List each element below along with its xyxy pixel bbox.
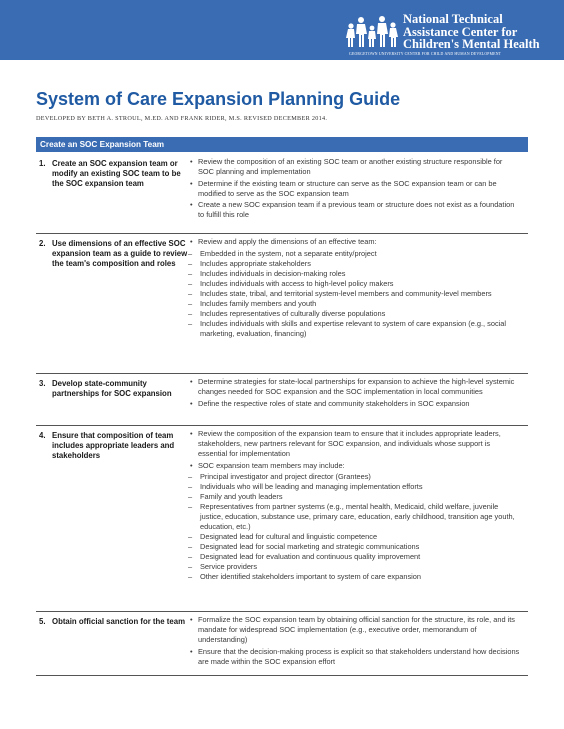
bullet-item	[188, 461, 520, 471]
dash-item	[188, 572, 520, 582]
item-text: Determine if the existing team or structure can serve as the SOC expansion team or can be modified to serve as the SOC expansion team	[198, 178, 497, 198]
dash-item	[188, 552, 520, 562]
dash-icon: –	[188, 572, 193, 581]
item-text: Designated lead for cultural and linguistic competence	[200, 532, 378, 541]
item-text: Family and youth leaders	[200, 492, 283, 501]
dash-icon: –	[188, 502, 193, 511]
item-text: Principal investigator and project director (Grantees)	[200, 472, 371, 481]
item-text: Includes individuals with skills and expertise relevant to system of care expansion (e.g., social marketing, evaluation, financing)	[200, 318, 507, 338]
dash-item	[188, 492, 520, 502]
item-text: Designated lead for evaluation and continuous quality improvement	[200, 552, 421, 561]
dash-icon: –	[188, 248, 193, 258]
table-row	[36, 153, 528, 234]
bullet-item	[188, 399, 520, 409]
step-number: 4.	[39, 431, 46, 440]
bullet-item	[188, 615, 520, 645]
dash-icon: –	[188, 532, 193, 541]
dash-item	[188, 309, 520, 319]
planning-table	[36, 137, 528, 666]
dash-item	[188, 269, 520, 279]
dash-icon: –	[188, 298, 193, 308]
org-subline: GEORGETOWN UNIVERSITY CENTER FOR CHILD AND HUMAN DEVELOPMENT	[349, 52, 502, 56]
table-heading: Create an SOC Expansion Team	[36, 137, 528, 152]
step-number: 3.	[39, 379, 46, 388]
step-text: Create an SOC expansion team or modify an existing SOC team to be the SOC expansion team	[52, 159, 181, 188]
byline: DEVELOPED BY BETH A. STROUL, M.ED. AND FRANK RIDER, M.S. REVISED DECEMBER 2014.	[36, 115, 328, 122]
dash-item	[188, 472, 520, 482]
step-details	[188, 157, 520, 222]
item-text: Create a new SOC expansion team if a previous team or structure does not exist as a foundation to fulfill this role	[198, 200, 515, 219]
dash-icon: –	[188, 288, 193, 298]
item-text: Representatives from partner systems (e.g., mental health, Medicaid, child welfare, juvenile justice, education, substance use, primary care, education, early childhood, transition age youth, education, etc.)	[200, 502, 515, 531]
item-text: Includes individuals in decision-making roles	[200, 268, 346, 278]
dash-icon: –	[188, 552, 193, 561]
item-text: Includes representatives of culturally diverse populations	[200, 308, 386, 318]
item-text: Define the respective roles of state and community stakeholders in SOC expansion	[198, 398, 470, 408]
bullet-icon: •	[190, 615, 193, 624]
step-number: 5.	[39, 617, 46, 626]
dash-icon: –	[188, 278, 193, 288]
bullet-icon: •	[190, 646, 193, 656]
dash-item	[188, 249, 520, 259]
dash-item	[188, 532, 520, 542]
bullet-item	[188, 237, 520, 247]
bullet-item	[188, 647, 520, 667]
dash-icon: –	[188, 472, 193, 481]
item-text: Includes family members and youth	[200, 298, 317, 308]
bullet-item	[188, 157, 520, 177]
dash-item	[188, 482, 520, 492]
dash-icon: –	[188, 268, 193, 278]
bullet-icon: •	[190, 178, 193, 188]
dash-item	[188, 562, 520, 572]
bullet-icon: •	[190, 460, 193, 470]
step-number: 2.	[39, 239, 46, 248]
dash-icon: –	[188, 318, 193, 328]
org-name	[403, 13, 540, 51]
step-number: 1.	[39, 159, 46, 168]
item-text: Includes state, tribal, and territorial system-level members and community-level members	[200, 288, 492, 298]
bullet-item	[188, 429, 520, 459]
item-text: Review and apply the dimensions of an effective team:	[198, 237, 377, 246]
org-name-line: Children's Mental Health	[403, 37, 540, 51]
dash-item	[188, 259, 520, 269]
item-text: SOC expansion team members may include:	[198, 460, 345, 470]
item-text: Review the composition of the expansion team to ensure that it includes appropriate leaders, stakeholders, new partners relevant for SOC expansion, and individuals whose support is essential for implementation	[198, 429, 501, 458]
item-text: Determine strategies for state-local partnerships for expansion to achieve the high-level systemic changes needed for SOC expansion and the SOC implementation in local communities	[198, 377, 515, 396]
table-row	[36, 425, 528, 612]
bullet-item	[188, 377, 520, 397]
bullet-icon: •	[190, 157, 193, 166]
step-details	[188, 377, 520, 410]
dash-icon: –	[188, 308, 193, 318]
item-text: Designated lead for social marketing and strategic communications	[200, 542, 420, 551]
bullet-icon: •	[190, 429, 193, 438]
dash-item	[188, 542, 520, 552]
table-row	[36, 373, 528, 426]
page-title: System of Care Expansion Planning Guide	[36, 89, 401, 109]
bullet-icon: •	[190, 237, 193, 246]
dash-item	[188, 289, 520, 299]
bullet-icon: •	[190, 398, 193, 408]
bullet-item	[188, 179, 520, 199]
table-row	[36, 611, 528, 676]
dash-item	[188, 299, 520, 309]
org-name-line: Assistance Center for	[403, 24, 518, 39]
dash-icon: –	[188, 492, 193, 501]
step-text: Develop state-community partnerships for SOC expansion	[52, 379, 172, 398]
step-text: Ensure that composition of team includes appropriate leaders and stakeholders	[52, 431, 175, 460]
item-text: Ensure that the decision-making process is explicit so that stakeholders understand how decisions are made within the SOC expansion effort	[198, 646, 520, 666]
dash-icon: –	[188, 562, 193, 571]
dash-icon: –	[188, 258, 193, 268]
bullet-item	[188, 200, 520, 220]
item-text: Includes appropriate stakeholders	[200, 258, 311, 268]
org-name-line: National Technical	[403, 12, 503, 26]
item-text: Includes individuals with access to high-level policy makers	[200, 278, 394, 288]
header-banner	[0, 0, 564, 60]
step-text: Obtain official sanction for the team	[52, 617, 185, 626]
table-row	[36, 233, 528, 374]
item-text: Embedded in the system, not a separate entity/project	[200, 248, 377, 258]
step-text: Use dimensions of an effective SOC expansion team as a guide to review the team's composition and roles	[52, 239, 188, 268]
step-details	[188, 429, 520, 582]
bullet-icon: •	[190, 200, 193, 209]
dash-item	[188, 319, 520, 339]
dash-icon: –	[188, 482, 193, 491]
item-text: Service providers	[200, 562, 258, 571]
bullet-icon: •	[190, 377, 193, 386]
item-text: Review the composition of an existing SOC team or another existing structure responsible for SOC planning and implementation	[198, 157, 503, 176]
item-text: Formalize the SOC expansion team by obtaining official sanction for the structure, its role, and its mandate for widespread SOC implementation (e.g., executive order, memorandum of understanding)	[198, 615, 515, 644]
step-details	[188, 615, 520, 668]
step-details	[188, 237, 520, 339]
dash-item	[188, 502, 520, 532]
item-text: Individuals who will be leading and managing implementation efforts	[200, 482, 423, 491]
family-figures-icon	[345, 14, 401, 48]
item-text: Other identified stakeholders important to system of care expansion	[200, 572, 422, 581]
dash-icon: –	[188, 542, 193, 551]
dash-item	[188, 279, 520, 289]
